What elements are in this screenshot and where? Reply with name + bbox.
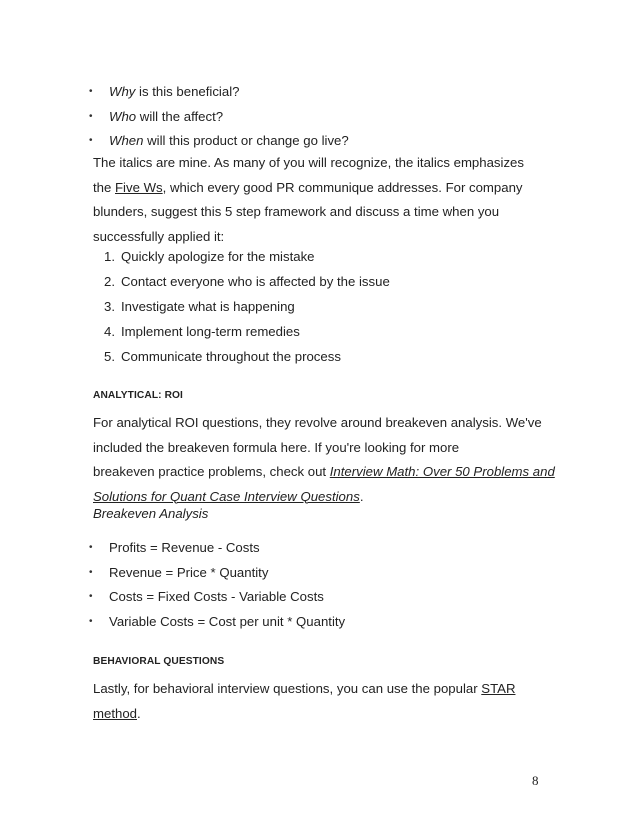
step-text: Investigate what is happening: [121, 298, 295, 314]
bullet-icon: •: [89, 591, 93, 603]
bullet-icon: •: [89, 135, 93, 147]
question-word: When: [109, 133, 144, 149]
section-heading-behavioral: BEHAVIORAL QUESTIONS: [93, 656, 225, 667]
list-item: [104, 345, 390, 370]
question-text: will the affect?: [136, 108, 224, 124]
paragraph-line: successfully applied it:: [93, 228, 225, 244]
list-item: [90, 536, 345, 561]
step-text: Communicate throughout the process: [121, 348, 341, 364]
text-run: breakeven practice problems, check out: [93, 464, 330, 479]
list-item: [90, 80, 349, 105]
question-text: is this beneficial?: [135, 84, 240, 99]
interview-math-link-continued[interactable]: Solutions for Quant Case Interview Questions: [93, 488, 360, 504]
star-method-link-continued[interactable]: method: [93, 705, 137, 721]
paragraph-line: [93, 702, 553, 727]
formula-text: Profits = Revenue - Costs: [109, 540, 260, 555]
bullet-icon: •: [89, 86, 93, 97]
paragraph-line: blunders, suggest this 5 step framework and discuss a time when you: [93, 204, 500, 219]
interview-math-link[interactable]: Interview Math: Over 50 Problems and: [329, 464, 555, 479]
step-text: Contact everyone who is affected by the issue: [121, 273, 390, 289]
step-number: 4.: [104, 323, 115, 339]
formula-text: Revenue = Price * Quantity: [109, 564, 269, 580]
list-item: [104, 270, 390, 295]
formula-text: Variable Costs = Cost per unit * Quantity: [109, 614, 346, 630]
step-number: 2.: [104, 273, 115, 289]
bullet-icon: •: [89, 566, 93, 578]
paragraph-line: [93, 460, 553, 485]
step-number: 5.: [104, 348, 115, 364]
step-number: 3.: [104, 298, 115, 314]
list-item: [90, 585, 345, 610]
step-text: Implement long-term remedies: [121, 323, 300, 339]
question-text: will this product or change go live?: [143, 133, 349, 149]
breakeven-subheading: Breakeven Analysis: [93, 506, 209, 521]
questions-list: [90, 80, 349, 154]
star-method-link[interactable]: STAR: [481, 681, 516, 696]
step-number: 1.: [104, 249, 115, 264]
list-item: [104, 295, 390, 320]
list-item: [90, 105, 349, 130]
bullet-icon: •: [89, 616, 93, 628]
page-number: 8: [532, 773, 539, 788]
text-run: Lastly, for behavioral interview questions, you can use the popular: [93, 681, 482, 696]
paragraph-line: The italics are mine. As many of you will recognize, the italics emphasizes: [93, 155, 524, 170]
text-run: .: [137, 705, 141, 721]
bullet-icon: •: [89, 542, 93, 553]
paragraph-line: For analytical ROI questions, they revolve around breakeven analysis. We've: [93, 415, 542, 430]
question-word: Why: [109, 84, 136, 99]
behavioral-paragraph: [93, 677, 553, 726]
paragraph-line: included the breakeven formula here. If you're looking for more: [93, 439, 460, 455]
section-heading-roi: ANALYTICAL: ROI: [93, 390, 183, 401]
question-word: Who: [109, 108, 137, 124]
text-run: .: [359, 488, 364, 504]
formulas-list: [90, 536, 345, 635]
paragraph-line: [93, 677, 553, 702]
roi-paragraph: [93, 411, 553, 509]
list-item: [104, 320, 390, 345]
intro-paragraph: [93, 151, 553, 249]
list-item: [104, 245, 390, 270]
list-item: [90, 610, 345, 635]
framework-steps-list: [104, 245, 390, 369]
formula-text: Costs = Fixed Costs - Variable Costs: [109, 589, 324, 605]
step-text: Quickly apologize for the mistake: [121, 249, 315, 264]
bullet-icon: •: [89, 110, 93, 122]
text-run: the: [93, 179, 115, 195]
list-item: [90, 561, 345, 586]
five-ws-link[interactable]: Five Ws: [115, 179, 163, 195]
paragraph-line: [93, 176, 553, 201]
text-run: , which every good PR communique addresses. For company: [162, 179, 523, 195]
